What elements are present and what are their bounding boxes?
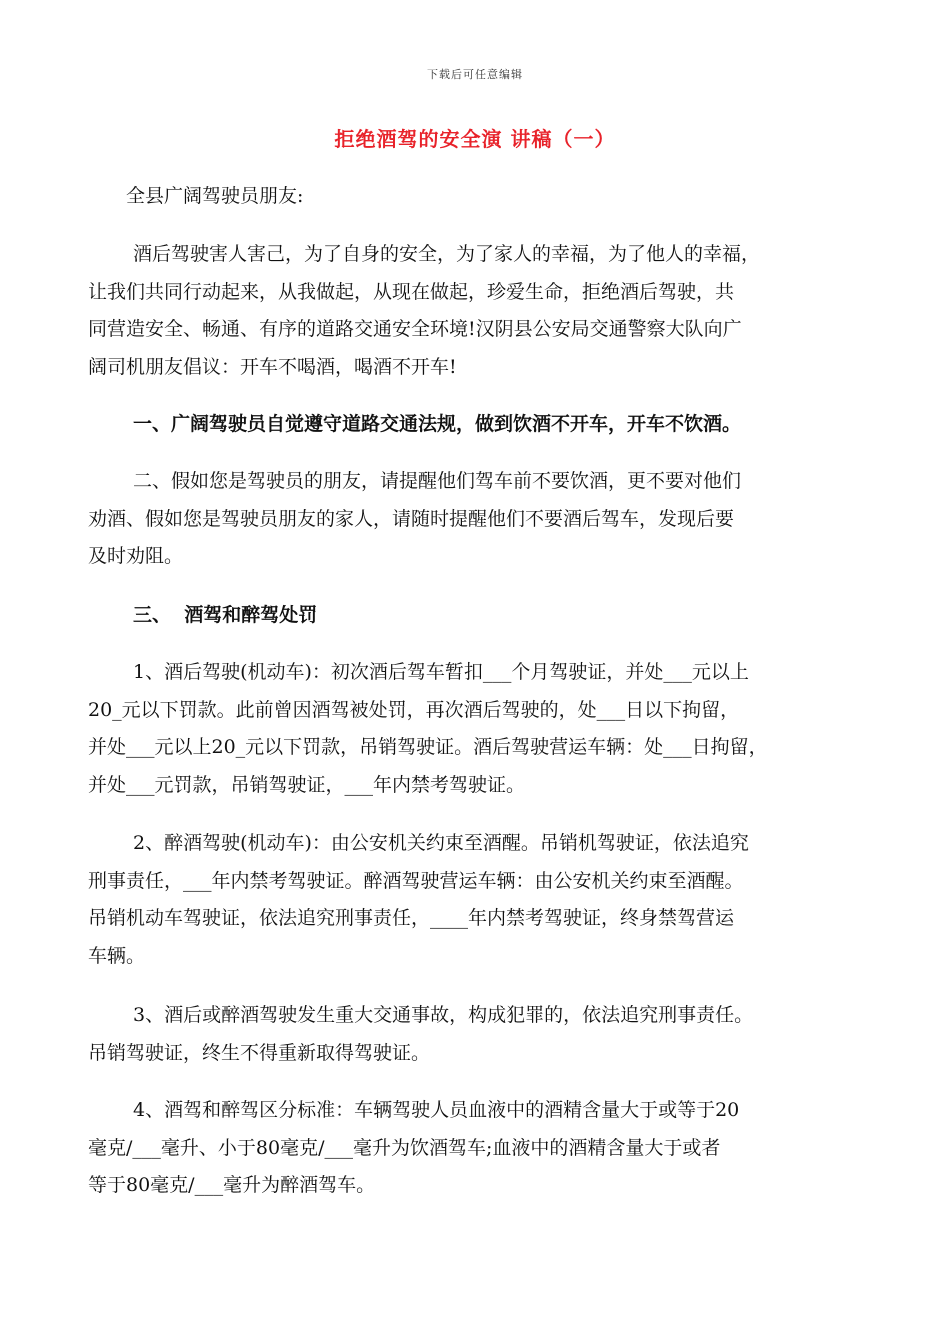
item-two [88,463,878,576]
paragraph-line: 毫克/___毫升、小于80毫克/___毫升为饮酒驾车;血液中的酒精含量大于或者 [88,1136,721,1159]
paragraph-line: 及时劝阻。 [88,545,184,567]
paragraph-line: 阔司机朋友倡议：开车不喝酒，喝酒不开车! [88,355,457,378]
rule-three [88,997,878,1072]
paragraph-line: 3、酒后或醉酒驾驶发生重大交通事故，构成犯罪的，依法追究刑事责任。 [133,1004,754,1026]
salutation-text: 全县广阔驾驶员朋友: [126,185,304,207]
paragraph-line: 并处___元罚款，吊销驾驶证，___年内禁考驾驶证。 [88,773,526,796]
paragraph-intro [88,236,878,386]
paragraph-line: 20_元以下罚款。此前曾因酒驾被处罚，再次酒后驾驶的，处___日以下拘留， [88,698,740,721]
salutation [88,178,878,216]
paragraph-line: 车辆。 [88,944,146,967]
header-note: 下载后可任意编辑 [427,68,523,81]
item-one-text: 一、广阔驾驶员自觉遵守道路交通法规，做到饮酒不开车，开车不饮酒。 [133,413,742,435]
paragraph-line: 1、酒后驾驶(机动车)：初次酒后驾车暂扣___个月驾驶证，并处___元以上 [133,661,749,683]
paragraph-line: 二、假如您是驾驶员的朋友，请提醒他们驾车前不要饮酒，更不要对他们 [133,470,742,492]
item-three-heading [88,597,878,635]
paragraph-line: 2、醉酒驾驶(机动车)：由公安机关约束至酒醒。吊销机驾驶证，依法追究 [133,832,749,854]
document-title: 拒绝酒驾的安全演 讲稿（一） [334,127,616,151]
paragraph-line: 劝酒、假如您是驾驶员朋友的家人，请随时提醒他们不要酒后驾车，发现后要 [88,507,735,530]
item-one [88,406,878,444]
item-three-text: 三、 酒驾和醉驾处罚 [133,604,318,626]
paragraph-line: 刑事责任，___年内禁考驾驶证。醉酒驾驶营运车辆：由公安机关约束至酒醒。 [88,869,744,892]
paragraph-line: 吊销机动车驾驶证，依法追究刑事责任，____年内禁考驾驶证，终身禁驾营运 [88,907,735,929]
paragraph-line: 让我们共同行动起来，从我做起，从现在做起，珍爱生命，拒绝酒后驾驶，共 [88,280,735,303]
paragraph-line: 酒后驾驶害人害己，为了自身的安全，为了家人的幸福，为了他人的幸福， [133,243,761,265]
rule-two [88,825,878,975]
paragraph-line: 吊销驾驶证，终生不得重新取得驾驶证。 [88,1041,431,1064]
paragraph-line: 并处___元以上20_元以下罚款，吊销驾驶证。酒后驾驶营运车辆：处___日拘留， [88,736,768,758]
rule-four [88,1092,878,1205]
paragraph-line: 同营造安全、畅通、有序的道路交通安全环境!汉阴县公安局交通警察大队向广 [88,318,742,340]
paragraph-line: 等于80毫克/___毫升为醉酒驾车。 [88,1174,376,1196]
paragraph-line: 4、酒驾和醉驾区分标准：车辆驾驶人员血液中的酒精含量大于或等于20 [133,1099,740,1121]
rule-one [88,654,878,804]
